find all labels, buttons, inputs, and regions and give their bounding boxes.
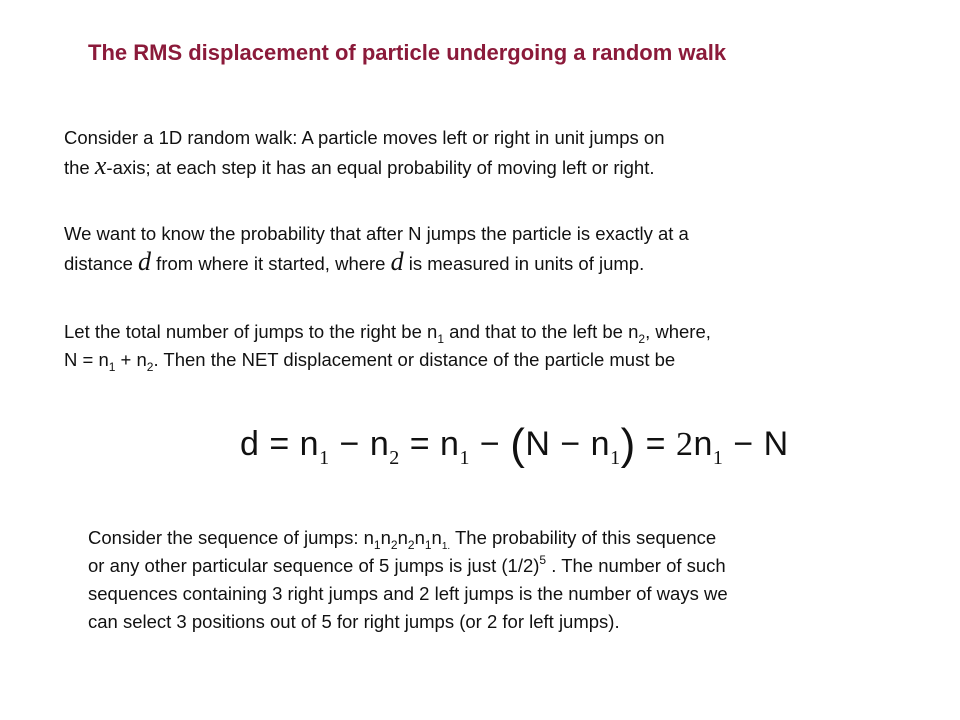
text-line: Consider a 1D random walk: A particle moves left or right in unit jumps on [64, 127, 665, 148]
text-line [88, 552, 928, 580]
eq-minus: − [329, 425, 370, 463]
eq-equals: = [399, 425, 441, 463]
text-line [64, 346, 924, 374]
text-span: . Then the NET displacement or distance of the particle must be [153, 349, 676, 370]
text-span: Let the total number of jumps to the right be n [64, 321, 438, 342]
text-span: and that to the left be n [444, 321, 639, 342]
text-span: N = n [64, 349, 109, 370]
text-span: the [64, 157, 95, 178]
variable-x: x [94, 151, 107, 180]
eq-symbol-N: N [525, 425, 551, 463]
text-span: n [431, 527, 442, 548]
eq-symbol-n: n [299, 425, 320, 463]
subscript: 2 [390, 538, 398, 552]
text-span: + n [115, 349, 147, 370]
paragraph-probability-goal [64, 220, 924, 278]
displacement-equation [240, 416, 789, 476]
eq-symbol-n: n [590, 425, 611, 463]
eq-subscript: 1 [319, 447, 330, 469]
eq-symbol-n: n [369, 425, 390, 463]
text-span: from where it started, where [151, 253, 391, 274]
text-line [88, 524, 928, 552]
paragraph-jump-sequence [88, 524, 928, 636]
eq-symbol-n: n [440, 425, 460, 463]
subscript: 1. [441, 541, 451, 552]
eq-coefficient-two: 2 [675, 426, 694, 463]
text-span: , where, [645, 321, 711, 342]
eq-minus: − [469, 425, 511, 463]
text-span: is measured in units of jump. [403, 253, 645, 274]
subscript: 1 [373, 538, 381, 552]
subscript: 2 [638, 332, 646, 346]
paragraph-jump-counts [64, 318, 924, 374]
text-span: . The number of such [546, 555, 726, 576]
variable-d: d [390, 247, 404, 276]
eq-left-paren: ( [510, 420, 526, 469]
subscript: 1 [437, 332, 444, 346]
text-span: n [397, 527, 408, 548]
eq-symbol-N: N [763, 425, 789, 463]
text-span: n [414, 527, 425, 548]
eq-minus: − [723, 425, 764, 463]
text-line: We want to know the probability that after N jumps the particle is exactly at a [64, 223, 689, 244]
eq-subscript: 1 [610, 447, 621, 469]
superscript: 5 [539, 553, 547, 567]
text-span: -axis; at each step it has an equal probability of moving left or right. [106, 157, 655, 178]
eq-minus: − [550, 425, 591, 463]
eq-equals: = [635, 425, 676, 463]
text-span: distance [64, 253, 139, 274]
eq-subscript: 1 [712, 447, 724, 469]
subscript: 2 [146, 360, 154, 374]
eq-subscript: 2 [389, 447, 400, 469]
text-span: n [380, 527, 391, 548]
eq-subscript: 1 [459, 447, 470, 469]
text-span: Consider the sequence of jumps: n [88, 527, 374, 548]
variable-d: d [138, 247, 152, 276]
slide-title: The RMS displacement of particle undergoing a random walk [88, 40, 727, 65]
equation-text [240, 420, 789, 470]
text-span: or any other particular sequence of 5 jumps is just (1/2) [88, 555, 540, 576]
eq-equals: = [259, 425, 300, 463]
eq-right-paren: ) [620, 420, 636, 469]
text-line: can select 3 positions out of 5 for right jumps (or 2 for left jumps). [88, 611, 620, 632]
subscript: 1 [108, 360, 116, 374]
text-line [64, 152, 924, 182]
eq-symbol-n: n [693, 425, 713, 463]
eq-symbol-d: d [240, 425, 260, 463]
text-line: sequences containing 3 right jumps and 2 left jumps is the number of ways we [88, 583, 728, 604]
subscript: 1 [424, 538, 432, 552]
text-span: The probability of this sequence [450, 527, 717, 548]
text-line [64, 248, 924, 278]
subscript: 2 [407, 538, 415, 552]
text-line [64, 318, 924, 346]
paragraph-random-walk-intro [64, 124, 924, 182]
